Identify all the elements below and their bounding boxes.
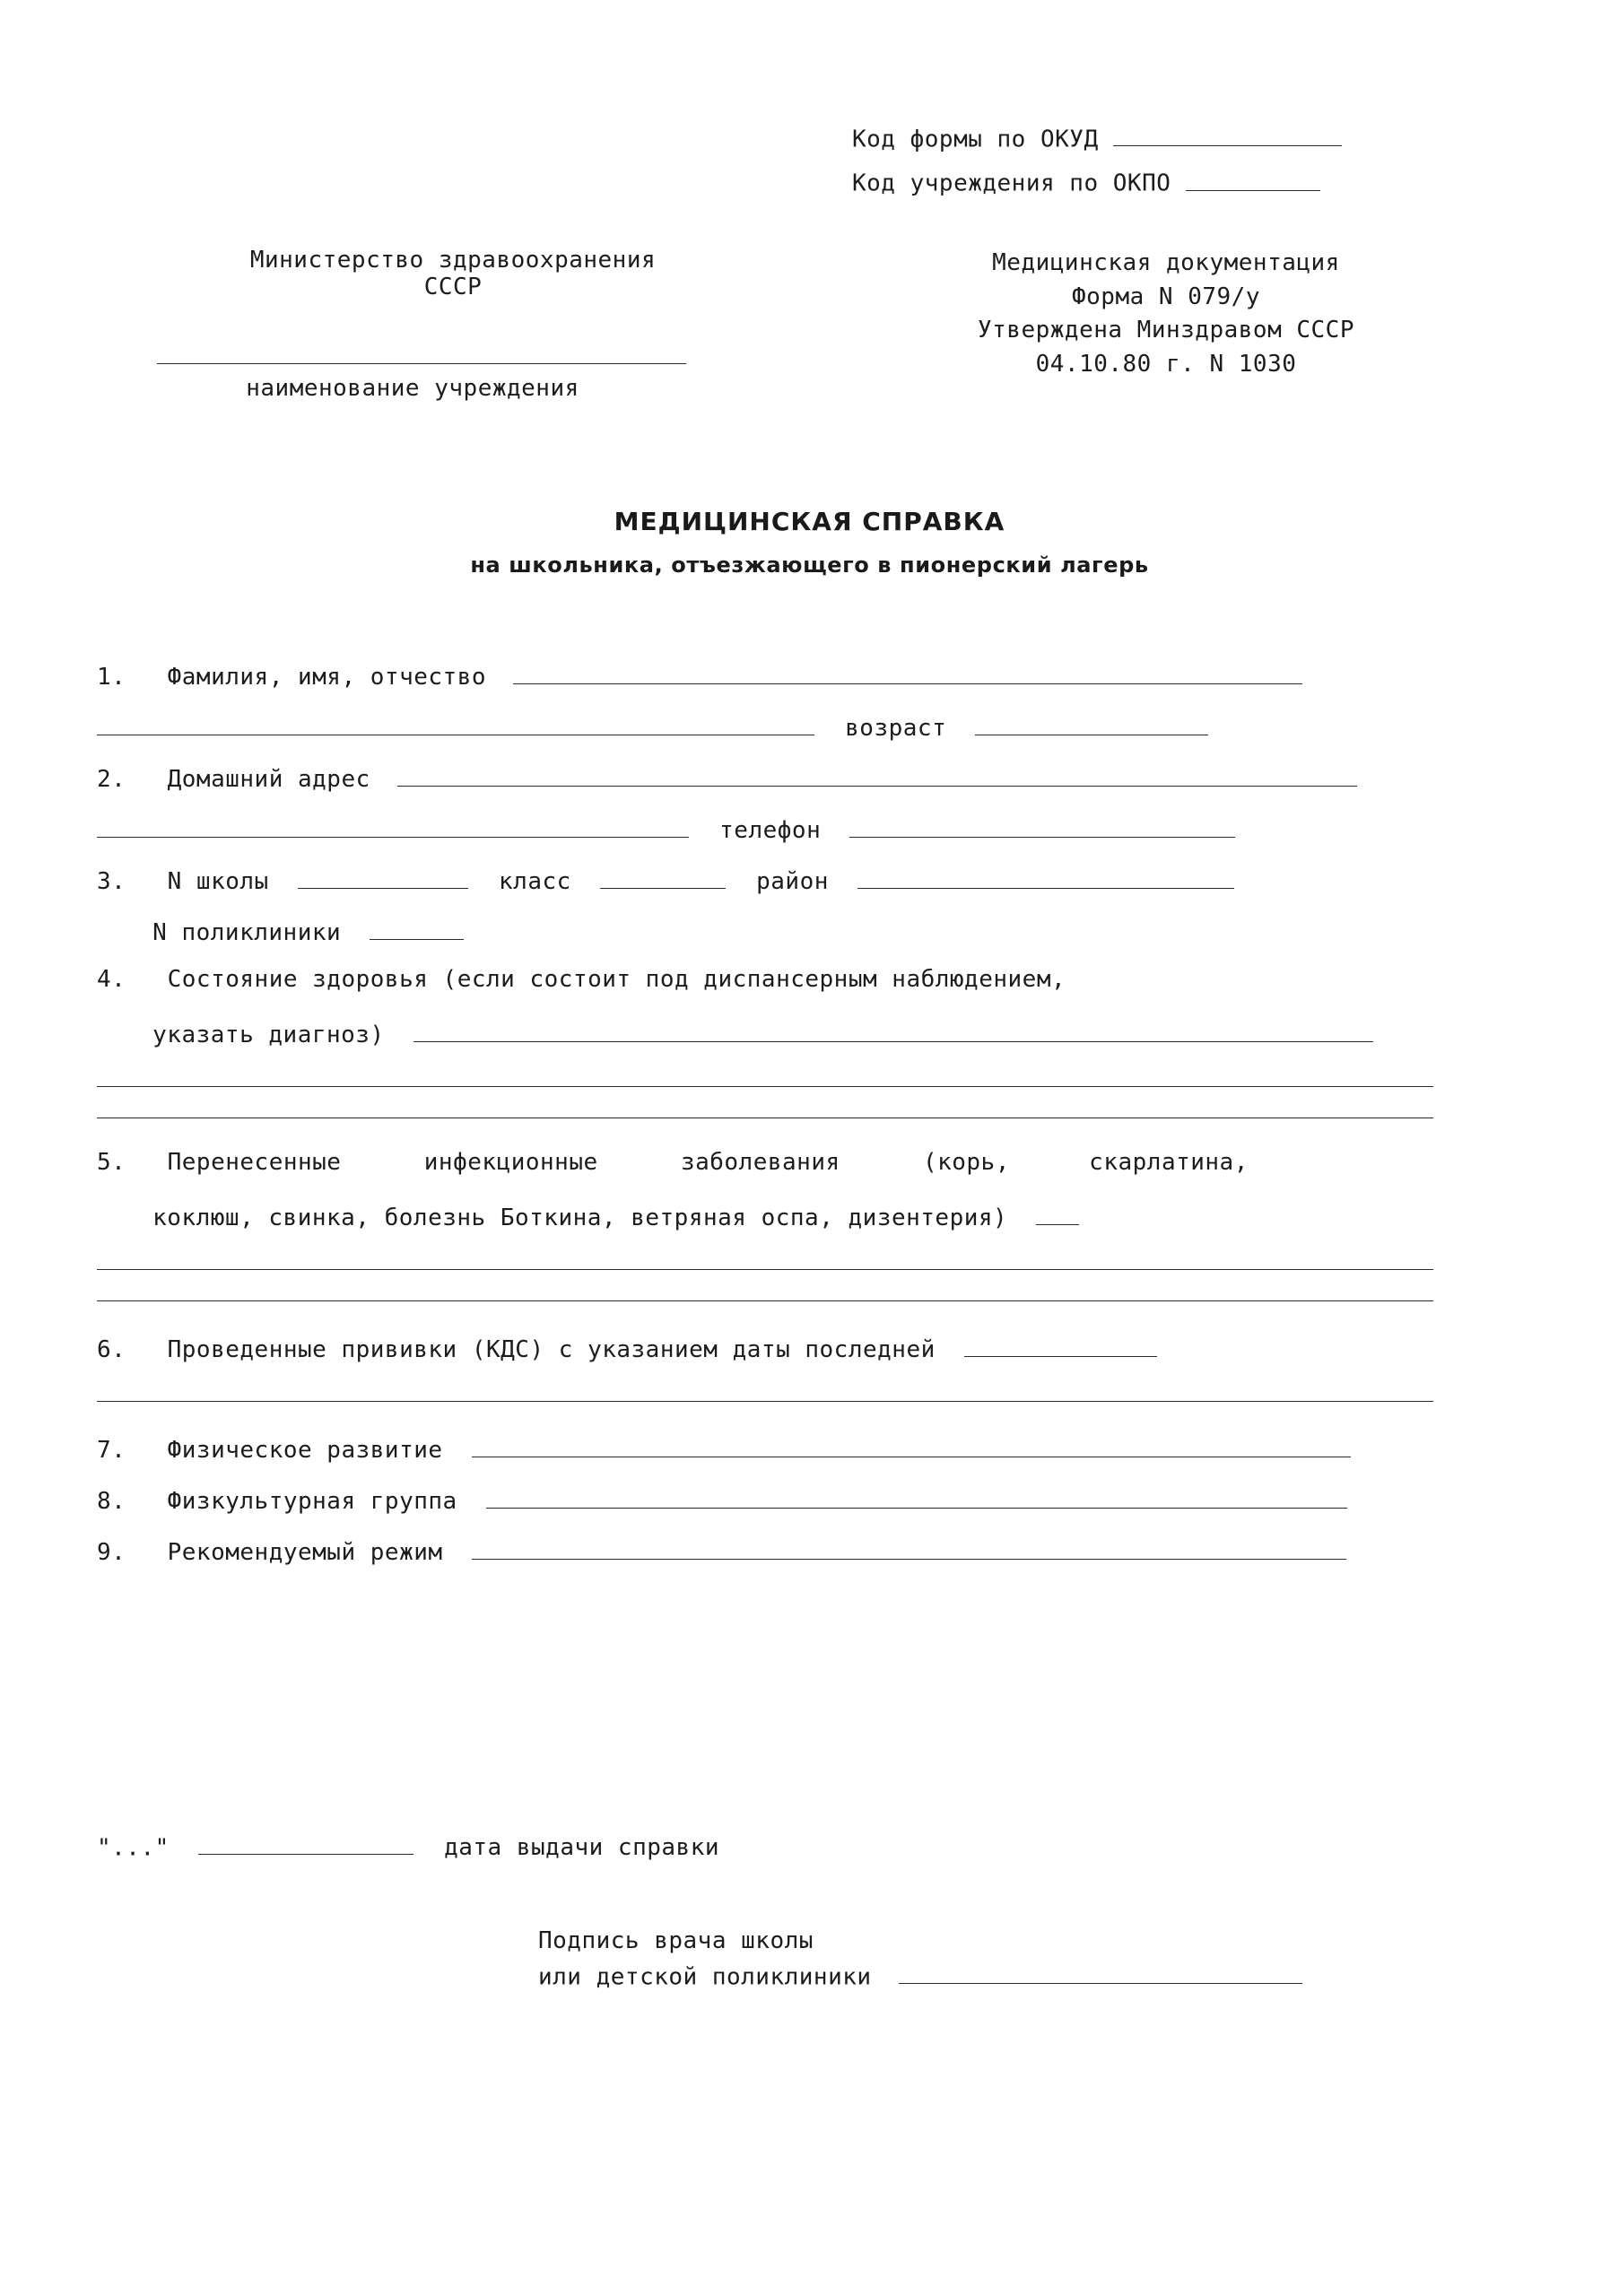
label-age: возраст	[845, 715, 947, 743]
code-input-okpo[interactable]	[1186, 165, 1320, 190]
input-school-number[interactable]	[298, 864, 468, 889]
field-row-pe-group	[97, 1483, 1433, 1535]
institution-name-caption: наименование учреждения	[246, 375, 579, 402]
document-title-block	[0, 507, 1619, 578]
label-school-number: N школы	[167, 868, 269, 896]
label-infections-w4: (корь,	[922, 1149, 1010, 1176]
label-district: район	[756, 868, 829, 896]
signature-line-2: или детской поликлиники	[538, 1963, 872, 1991]
label-pe-group: Физкультурная группа	[167, 1488, 457, 1516]
item-number-5: 5.	[97, 1149, 126, 1176]
label-address: Домашний адрес	[167, 766, 370, 794]
med-doc-block	[861, 247, 1471, 382]
input-pe-group[interactable]	[486, 1483, 1347, 1509]
field-row-school	[97, 864, 1433, 915]
input-clinic-number[interactable]	[370, 915, 464, 940]
field-row-address	[97, 761, 1433, 813]
input-fio[interactable]	[513, 659, 1302, 684]
input-recommended-regime[interactable]	[472, 1535, 1346, 1560]
field-row-phone	[97, 813, 1433, 864]
field-row-infections-1	[97, 1149, 1433, 1200]
med-doc-line-3: Утверждена Минздравом СССР	[978, 317, 1354, 344]
page-title: МЕДИЦИНСКАЯ СПРАВКА	[614, 507, 1005, 536]
label-infections-w3: заболевания	[680, 1149, 840, 1176]
label-physical-development: Физическое развитие	[167, 1437, 443, 1465]
item-number-8: 8.	[97, 1488, 126, 1516]
page-subtitle: на школьника, отъезжающего в пионерский лагерь	[470, 552, 1149, 578]
label-infections-w1: Перенесенные	[167, 1149, 342, 1176]
item-number-4: 4.	[97, 966, 126, 993]
label-vaccinations: Проведенные прививки (КДС) с указанием даты последней	[167, 1336, 936, 1364]
med-doc-line-4: 04.10.80 г. N 1030	[1035, 351, 1297, 378]
item-number-3: 3.	[97, 868, 126, 896]
input-vaccinations[interactable]	[964, 1332, 1157, 1357]
label-class: класс	[499, 868, 571, 896]
code-row-okud	[852, 121, 1462, 152]
input-infections[interactable]	[1036, 1200, 1079, 1225]
signature-block	[538, 1924, 1435, 1995]
label-issue-date: дата выдачи справки	[444, 1834, 720, 1862]
signature-line-1: Подпись врача школы	[538, 1927, 814, 1954]
issue-date-row	[97, 1830, 1433, 1861]
label-phone: телефон	[719, 817, 822, 845]
input-phone[interactable]	[849, 813, 1235, 838]
item-number-7: 7.	[97, 1437, 126, 1465]
field-row-age	[97, 710, 1433, 761]
field-row-recommended-regime	[97, 1535, 1433, 1586]
ministry-line-2: СССР	[423, 274, 483, 300]
label-health-diagnosis: указать диагноз)	[152, 1022, 385, 1049]
input-age[interactable]	[975, 710, 1208, 735]
code-label-okpo: Код учреждения по ОКПО	[852, 170, 1171, 197]
item-number-1: 1.	[97, 664, 126, 691]
input-district[interactable]	[857, 864, 1234, 889]
label-infections-w5: скарлатина,	[1089, 1149, 1249, 1176]
label-fio: Фамилия, имя, отчество	[167, 664, 486, 691]
label-health: Состояние здоровья (если состоит под диспансерным наблюдением,	[167, 966, 1066, 993]
item-number-9: 9.	[97, 1539, 126, 1567]
field-row-health-2	[97, 1017, 1433, 1068]
code-row-okpo	[852, 165, 1462, 196]
input-physical-development[interactable]	[472, 1432, 1351, 1457]
input-issue-date[interactable]	[198, 1830, 413, 1855]
institution-name-input[interactable]	[157, 363, 686, 364]
codes-block	[852, 121, 1462, 210]
input-signature[interactable]	[899, 1959, 1302, 1984]
med-doc-line-1: Медицинская документация	[992, 249, 1340, 276]
med-doc-line-2: Форма N 079/у	[1072, 283, 1260, 310]
field-row-health-1	[97, 966, 1433, 1017]
form-body	[97, 659, 1433, 1586]
code-label-okud: Код формы по ОКУД	[852, 126, 1099, 153]
input-address[interactable]	[397, 761, 1357, 787]
date-quote-marks: "..."	[97, 1834, 170, 1862]
input-class[interactable]	[600, 864, 726, 889]
field-row-infections-2	[97, 1200, 1433, 1251]
item-number-2: 2.	[97, 766, 126, 794]
label-infections-w2: инфекционные	[423, 1149, 598, 1176]
input-health-diagnosis[interactable]	[413, 1017, 1373, 1042]
input-fio-continued[interactable]	[97, 710, 814, 735]
field-row-vaccinations	[97, 1332, 1433, 1383]
label-infections-line2: коклюш, свинка, болезнь Боткина, ветряная оспа, дизентерия)	[152, 1205, 1008, 1232]
code-input-okud[interactable]	[1113, 121, 1342, 146]
label-clinic-number: N поликлиники	[152, 919, 342, 947]
field-row-clinic	[97, 915, 1433, 966]
ministry-block	[144, 247, 762, 402]
field-row-fio	[97, 659, 1433, 710]
field-row-physical-development	[97, 1432, 1433, 1483]
input-address-continued[interactable]	[97, 813, 689, 838]
label-recommended-regime: Рекомендуемый режим	[167, 1539, 443, 1567]
item-number-6: 6.	[97, 1336, 126, 1364]
ministry-line-1: Министерство здравоохранения	[249, 247, 657, 274]
